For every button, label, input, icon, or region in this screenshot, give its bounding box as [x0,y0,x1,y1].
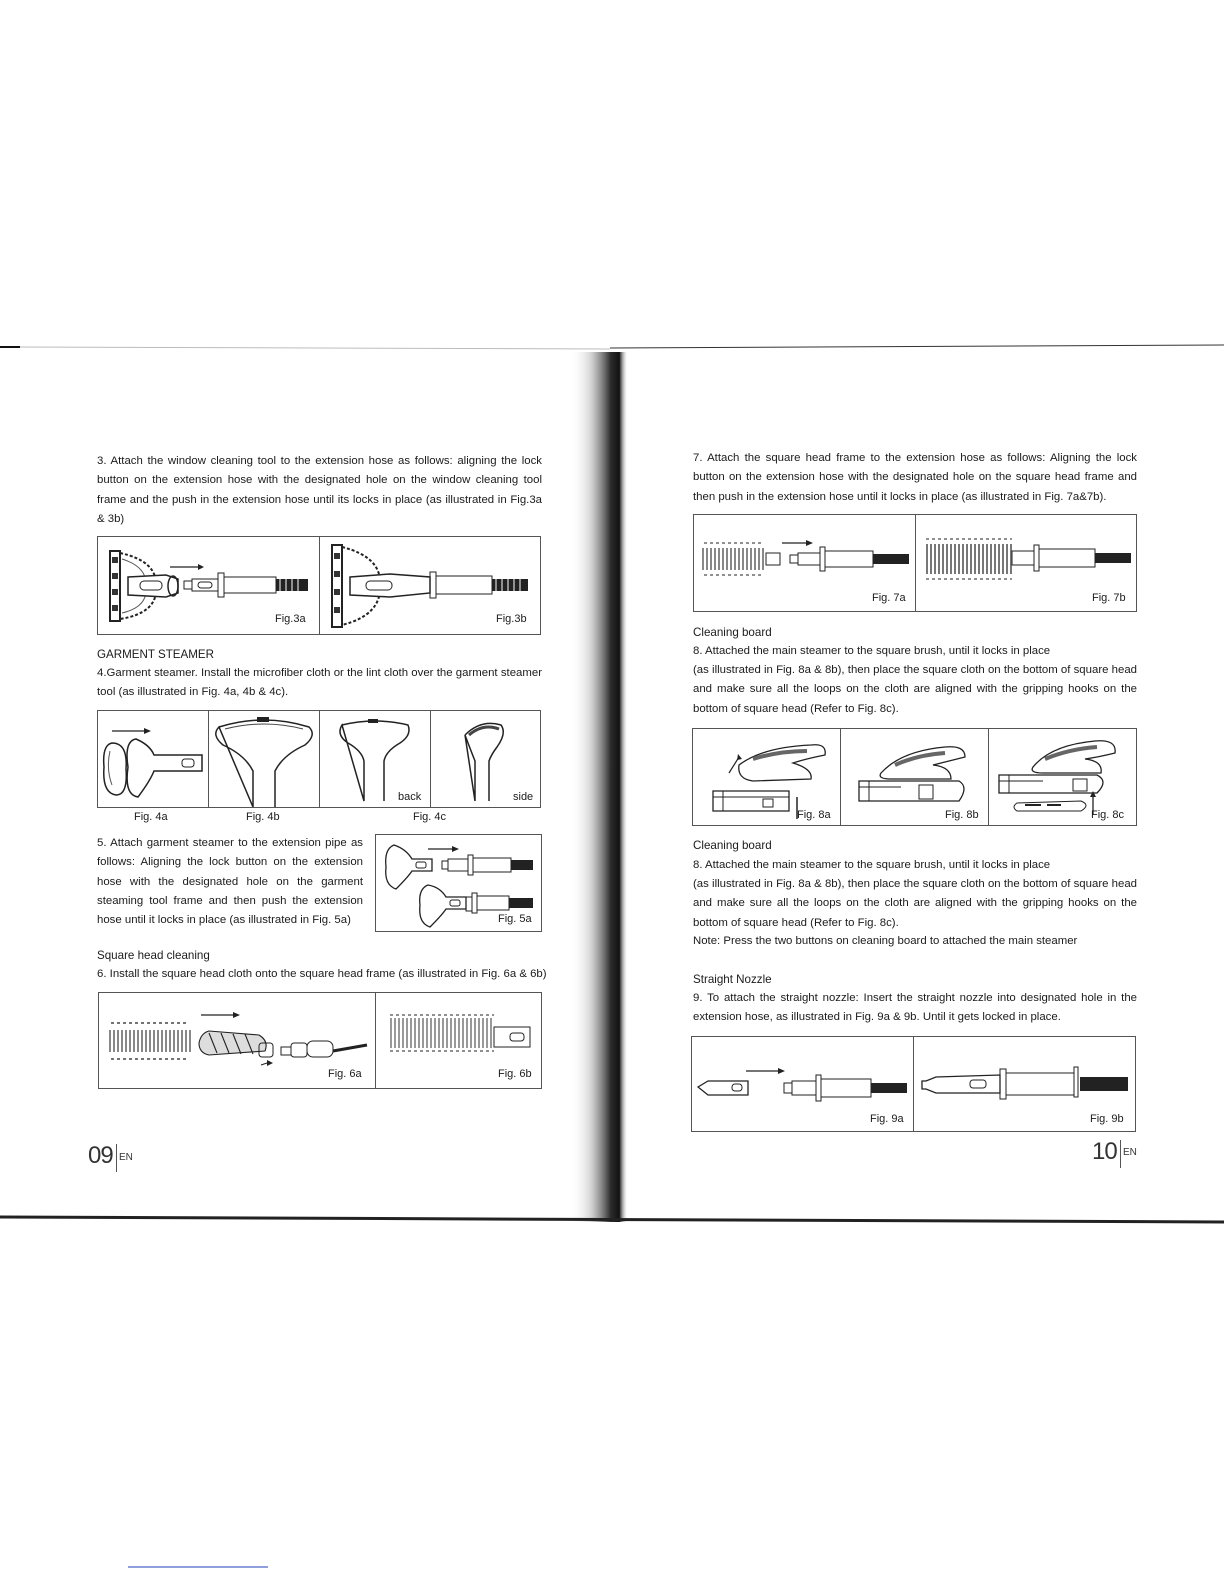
left-page-language: EN [119,1152,133,1163]
fig-5a-caption: Fig. 5a [498,913,532,925]
left-page-number-divider [116,1144,117,1172]
fig-4b-caption: Fig. 4b [246,811,280,823]
figure-4c-back [320,711,431,807]
left-page-number: 09 [88,1142,113,1169]
step-8-text: (as illustrated in Fig. 8a & 8b), then place the square cloth on the bottom of square head and make sure all the loops on the cloth are aligned with the gripping hooks on the bottom of square head (Refer to Fig. 8c). [693,664,1137,715]
figure-4c-side [431,711,542,807]
figure-3a [98,537,320,634]
fig-6a-caption: Fig. 6a [328,1068,362,1080]
note-text: Note: Press the two buttons on cleaning board to attached the main steamer [693,935,1078,947]
fig-7b-caption: Fig. 7b [1092,592,1126,604]
square-head-heading: Square head cleaning [97,949,210,962]
figure-8c [989,729,1138,825]
fig-6b-caption: Fig. 6b [498,1068,532,1080]
fig-9a-caption: Fig. 9a [870,1113,904,1125]
label-back: back [398,791,422,803]
step-8-repeat-text: (as illustrated in Fig. 8a & 8b), then place the square cloth on the bottom of square head and make sure all the loops on the cloth are aligned with the gripping hooks on the bottom of square head (Refer to Fig. 8c). [693,878,1137,929]
figure-6b [376,993,543,1088]
figure-6-box [98,992,542,1089]
step-8-line-1: 8. Attached the main steamer to the square brush, until it locks in place [693,645,1051,657]
figure-9-box [691,1036,1136,1132]
fig-8a-caption: Fig. 8a [797,809,831,821]
step-3-text: 3. Attach the window cleaning tool to the extension hose as follows: aligning the lock button on the extension hose with the designated hole on the window cleaning tool frame and the push in the extension hose until its locks in place (as illustrated in Fig.3a & 3b) [97,455,542,525]
fig-4a-caption: Fig. 4a [134,811,168,823]
step-6-text: 6. Install the square head cloth onto the square head frame (as illustrated in Fig. 6a & 6b) [97,968,547,980]
fig-8c-caption: Fig. 8c [1091,809,1125,821]
fig-9b-caption: Fig. 9b [1090,1113,1124,1125]
cleaning-board-heading-2: Cleaning board [693,839,772,852]
figure-9a [692,1037,914,1131]
cleaning-board-heading-1: Cleaning board [693,626,772,639]
figure-4-box [97,710,541,808]
fig-4c-caption: Fig. 4c [413,811,447,823]
fig-3a-caption: Fig.3a [275,613,306,625]
figure-9b [914,1037,1137,1131]
garment-tool-cloth-illustration [98,711,209,807]
figure-3b [320,537,542,634]
figure-7a [694,515,916,611]
figure-6a [99,993,376,1088]
straight-nozzle-heading: Straight Nozzle [693,973,772,986]
figure-8b [841,729,989,825]
figure-4b [209,711,320,807]
figure-3-box [97,536,541,635]
figure-8a [693,729,841,825]
right-page-language: EN [1123,1147,1137,1158]
figure-7-box [693,514,1137,612]
right-page-number: 10 [1092,1138,1117,1165]
fig-8b-caption: Fig. 8b [945,809,979,821]
figure-4a [98,711,209,807]
figure-5a [375,834,542,932]
step-5-text: 5. Attach garment steamer to the extension pipe as follows: Aligning the lock button on the extension hose with the designated hole on the garment steaming tool frame and then push the extension hose until it locks in place (as illustrated in Fig. 5a) [97,837,363,927]
right-page-number-divider [1120,1140,1121,1168]
garment-steamer-heading: GARMENT STEAMER [97,648,215,661]
figure-8-box [692,728,1137,826]
fig-7a-caption: Fig. 7a [872,592,906,604]
garment-tool-front-illustration [209,711,320,807]
step-4-text: 4.Garment steamer. Install the microfiber cloth or the lint cloth over the garment steamer tool (as illustrated in Fig. 4a, 4b & 4c). [97,667,542,699]
label-side: side [513,791,534,803]
fig-3b-caption: Fig.3b [496,613,527,625]
step-8-repeat-line-1: 8. Attached the main steamer to the square brush, until it locks in place [693,859,1051,871]
step-9-text: 9. To attach the straight nozzle: Insert the straight nozzle into designated hole in the extension hose, as illustrated in Fig. 9a & 9b. Until it gets locked in place. [693,992,1137,1024]
step-7-text: 7. Attach the square head frame to the extension hose as follows: Aligning the lock button on the extension hose with the designated hole on the square head frame and then push in the extension hose until it locks in place (as illustrated in Fig. 7a&7b). [693,452,1137,503]
figure-7b [916,515,1138,611]
